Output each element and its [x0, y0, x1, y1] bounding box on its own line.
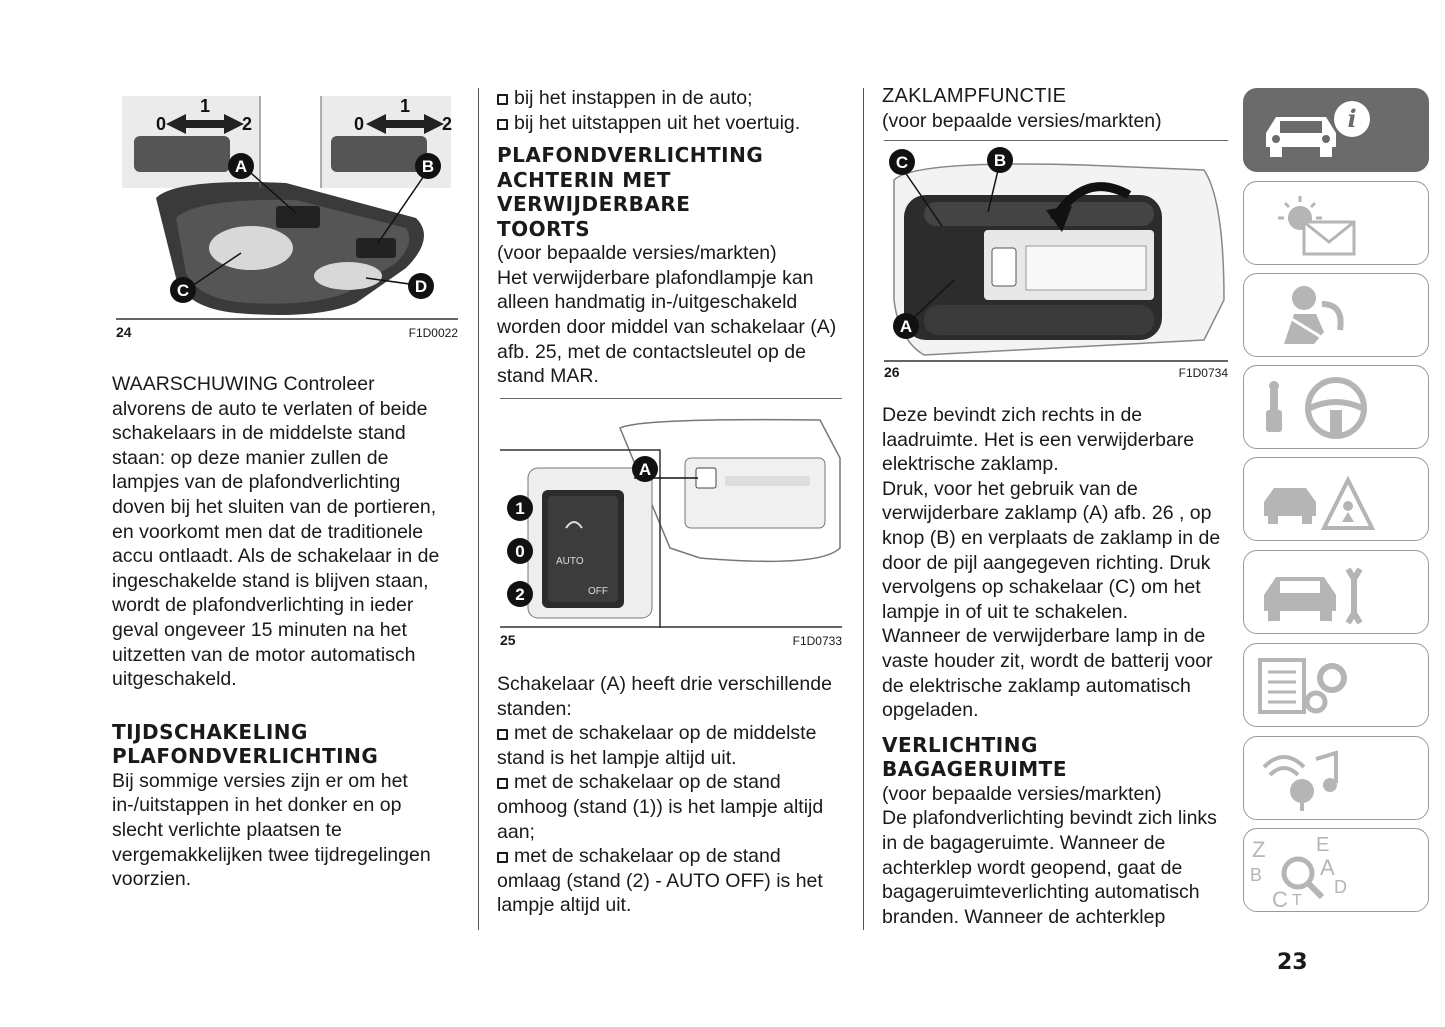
- bullet-item: met de schakelaar op de stand omhoog (stand (1)) is het lampje altijd aan;: [497, 771, 824, 843]
- heading-line: PLAFONDVERLICHTING: [112, 744, 379, 769]
- page-number: 23: [1277, 950, 1308, 975]
- switch-auto-label: AUTO: [556, 556, 584, 567]
- technical-data-icon: [1244, 644, 1430, 728]
- tab-emergency[interactable]: [1243, 457, 1429, 541]
- label-1-right: 1: [400, 96, 411, 116]
- paragraph: De plafondverlichting bevindt zich links in de bagageruimte. Wanneer de achterklep wordt geopend, gaat de bagageruimteverlichting automatisch branden. Wanneer de achterklep: [882, 807, 1217, 928]
- info-glyph: i: [1347, 104, 1357, 133]
- bullet-item: bij het uitstappen uit het voertuig.: [497, 111, 842, 136]
- figure-code: F1D0733: [792, 634, 842, 648]
- index-letter: A: [1320, 855, 1335, 880]
- figure-number: 24: [116, 324, 132, 340]
- position-0-label: 0: [515, 542, 525, 561]
- label-0-left: 0: [156, 114, 167, 134]
- heading-line: BAGAGERUIMTE: [882, 757, 1067, 782]
- paragraph: Deze bevindt zich rechts in de laadruimte. Het is een verwijderbare elektrische zaklamp.: [882, 404, 1195, 476]
- column-1-text: [112, 372, 452, 892]
- figure-number: 25: [500, 632, 516, 648]
- checkbox-bullet-icon: [497, 94, 508, 105]
- column-3-text-top: [882, 84, 1227, 133]
- index-letter: E: [1316, 834, 1330, 856]
- section-heading: [882, 733, 1227, 782]
- figure-25: [500, 398, 842, 650]
- index-letter: B: [1250, 865, 1263, 885]
- key-steering-icon: [1244, 366, 1430, 450]
- checkbox-bullet-icon: [497, 119, 508, 130]
- heading-line: ACHTERIN MET: [497, 167, 671, 192]
- tab-alphabetical-index[interactable]: [1243, 828, 1429, 912]
- index-letter: C: [1272, 887, 1288, 912]
- label-0-right: 0: [354, 114, 365, 134]
- label-1-left: 1: [200, 96, 211, 116]
- checkbox-bullet-icon: [497, 778, 508, 789]
- checkbox-bullet-icon: [497, 729, 508, 740]
- paragraph: Schakelaar (A) heeft drie verschillende standen:: [497, 673, 832, 720]
- tab-dashboard-lights[interactable]: [1243, 181, 1429, 265]
- label-2-right: 2: [442, 114, 453, 134]
- emergency-breakdown-icon: [1244, 458, 1430, 542]
- subheading: (voor bepaalde versies/markten): [882, 109, 1162, 132]
- bullet-item: met de schakelaar op de middelste stand is het lampje altijd uit.: [497, 722, 817, 769]
- safety-airbag-icon: [1244, 274, 1430, 358]
- figure-code: F1D0022: [408, 326, 458, 340]
- heading-line: TOORTS: [497, 216, 591, 241]
- tab-safety[interactable]: [1243, 273, 1429, 357]
- figure-number: 26: [884, 364, 900, 380]
- heading-line: VERLICHTING: [882, 732, 1038, 757]
- label-a: A: [234, 157, 248, 176]
- paragraph: Het verwijderbare plafondlampje kan alleen handmatig in-/uitgeschakeld worden door middel van schakelaar (A) afb. 25, met de contactsleutel op de stand MAR.: [497, 266, 837, 388]
- tab-technical-data[interactable]: [1243, 643, 1429, 727]
- section-heading: ZAKLAMPFUNCTIE: [882, 85, 1067, 107]
- label-b: B: [421, 157, 435, 176]
- multimedia-icon: [1244, 737, 1430, 821]
- tab-maintenance[interactable]: [1243, 550, 1429, 634]
- column-2-text-bottom: [497, 672, 842, 918]
- paragraph: Druk, voor het gebruik van de verwijderbare zaklamp (A) afb. 26 , op knop (B) en verplaats de zaklamp in de door de pijl aangegeven richting. Druk vervolgens op schakelaar (C) om het lampje in of uit te schakelen.: [882, 477, 1221, 623]
- index-letter: Z: [1252, 837, 1266, 862]
- figure-24: [116, 88, 458, 340]
- subheading: (voor bepaalde versies/markten): [497, 242, 777, 265]
- heading-line: TIJDSCHAKELING: [112, 719, 308, 744]
- dashboard-lights-icon: [1244, 182, 1430, 266]
- tab-key-steering[interactable]: [1243, 365, 1429, 449]
- index-letter: D: [1334, 877, 1347, 897]
- column-2-text-top: [497, 86, 842, 389]
- figure-26: [884, 140, 1228, 385]
- column-divider: [478, 88, 479, 930]
- heading-line: PLAFONDVERLICHTING: [497, 143, 764, 168]
- overhead-console-illustration: [116, 88, 458, 320]
- section-heading: [497, 143, 842, 241]
- label-d: D: [414, 277, 428, 296]
- warning-text: WAARSCHUWING Controleer alvorens de auto te verlaten of beide schakelaars in de middelste stand staan: op deze manier zullen de lampjes van de plafondverlichting doven bij het sluiten van de portieren, en voorkomt men dat de traditionele accu ontlaadt. Als de schakelaar in de ingeschakelde stand is blijven staan, wordt de plafondverlichting in ieder geval ongeveer 15 minuten na het uitzetten van de motor automatisch uitgeschakeld.: [112, 373, 440, 691]
- tab-multimedia[interactable]: [1243, 736, 1429, 820]
- label-c: C: [895, 153, 909, 172]
- bullet-item: bij het instappen in de auto;: [497, 86, 842, 111]
- index-letter: T: [1292, 892, 1302, 909]
- switch-off-label: OFF: [588, 586, 608, 597]
- label-b: B: [993, 151, 1007, 170]
- rear-light-switch-illustration: [500, 398, 842, 628]
- tab-car-info[interactable]: [1243, 88, 1429, 172]
- column-3-text-bottom: [882, 403, 1227, 929]
- position-1-label: 1: [515, 499, 525, 518]
- subheading: (voor bepaalde versies/markten): [882, 782, 1162, 805]
- figure-code: F1D0734: [1178, 366, 1228, 380]
- label-2-left: 2: [242, 114, 253, 134]
- flashlight-illustration: [884, 140, 1228, 362]
- column-divider: [863, 88, 864, 930]
- paragraph: Wanneer de verwijderbare lamp in de vaste houder zit, wordt de batterij voor de elektrische zaklamp automatisch opgeladen.: [882, 625, 1213, 722]
- label-c: C: [176, 281, 190, 300]
- paragraph: Bij sommige versies zijn er om het in-/uitstappen in het donker en op slecht verlichte plaatsen te vergemakkelijken twee tijdregelingen voorzien.: [112, 769, 431, 891]
- section-heading: [112, 720, 452, 769]
- heading-line: VERWIJDERBARE: [497, 192, 691, 217]
- label-a: A: [638, 460, 652, 479]
- position-2-label: 2: [515, 585, 525, 604]
- bullet-item: met de schakelaar op de stand omlaag (stand (2) - AUTO OFF) is het lampje altijd uit.: [497, 845, 823, 917]
- car-info-icon: [1244, 89, 1430, 173]
- car-maintenance-icon: [1244, 551, 1430, 635]
- label-a: A: [899, 317, 913, 336]
- alphabetical-index-icon: [1244, 829, 1430, 913]
- checkbox-bullet-icon: [497, 852, 508, 863]
